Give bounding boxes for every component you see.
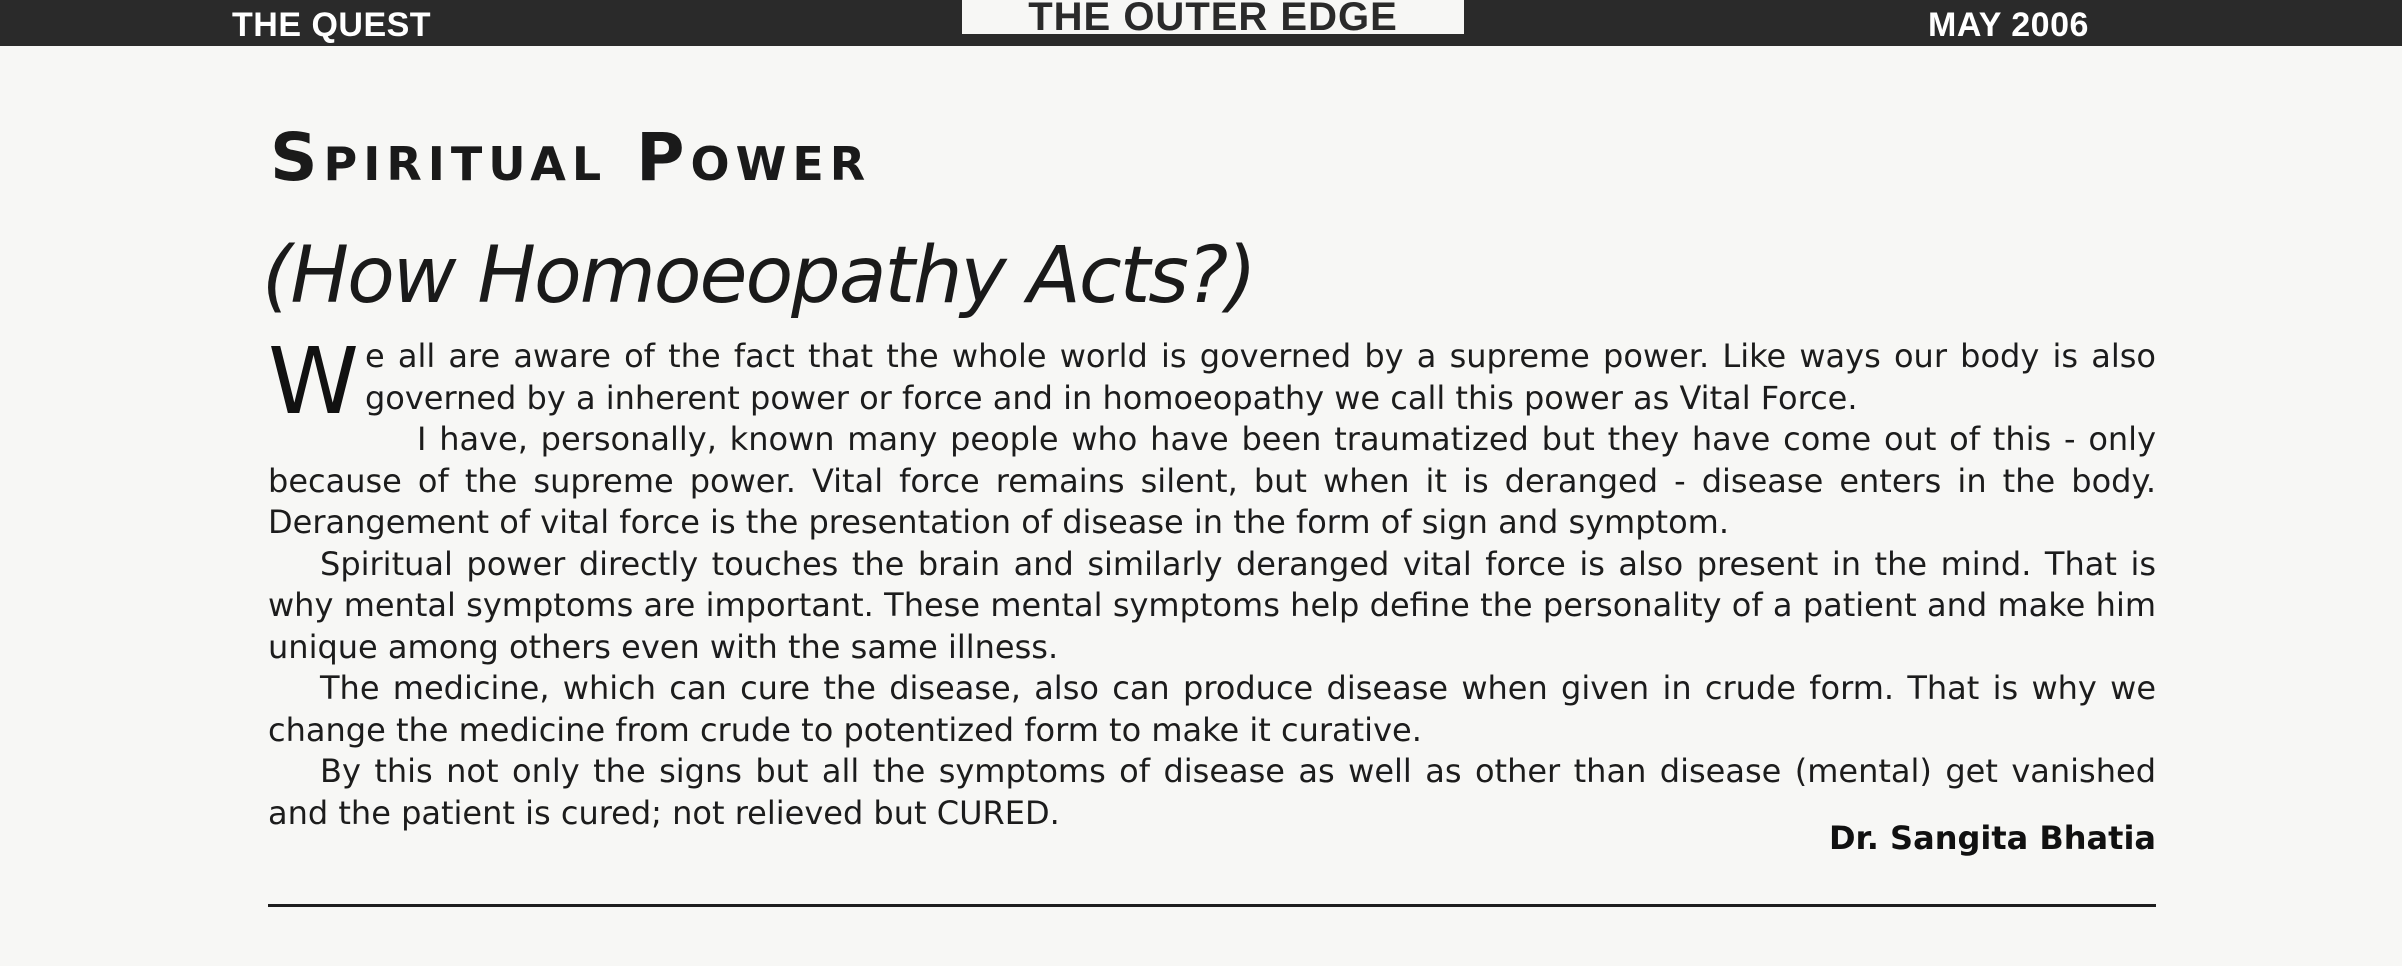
paragraph-text: e all are aware of the fact that the whole world is governed by a supreme power. Like ways our body is also governed by a inherent power or force and in homoeopathy we call this power as Vital Force.: [364, 337, 2156, 417]
header-issue-date: MAY 2006: [1928, 6, 2089, 44]
article-body: [268, 328, 2156, 834]
article-author: Dr. Sangita Bhatia: [1828, 819, 2156, 857]
article-paragraph: Spiritual power directly touches the brain and similarly deranged vital force is also present in the mind. That is why mental symptoms are important. These mental symptoms help define the personality of a patient and make him unique among others even with the same illness.: [268, 544, 2156, 666]
article-paragraph: I have, personally, known many people who have been traumatized but they have come out of this - only because of the supreme power. Vital force remains silent, but when it is deranged - disease enters in the body. Derangement of vital force is the presentation of disease in the form of sign and symptom.: [268, 420, 2156, 541]
section-divider: [268, 904, 2156, 907]
article-paragraph: By this not only the signs but all the symptoms of disease as well as other than disease (mental) get vanished and the patient is cured; not relieved but CURED.: [268, 752, 2156, 832]
article-paragraph: The medicine, which can cure the disease, also can produce disease when given in crude form. That is why we change the medicine from crude to potentized form to make it curative.: [268, 669, 2156, 749]
article-subtitle: (How Homoeopathy Acts?): [262, 231, 1255, 321]
article-paragraph: [268, 328, 2156, 435]
running-header: [0, 0, 2402, 46]
header-section-name: THE OUTER EDGE: [962, 0, 1464, 34]
article-title: Spiritual Power: [270, 119, 872, 196]
header-publication-name: THE QUEST: [232, 6, 432, 44]
drop-cap: W: [268, 328, 359, 435]
